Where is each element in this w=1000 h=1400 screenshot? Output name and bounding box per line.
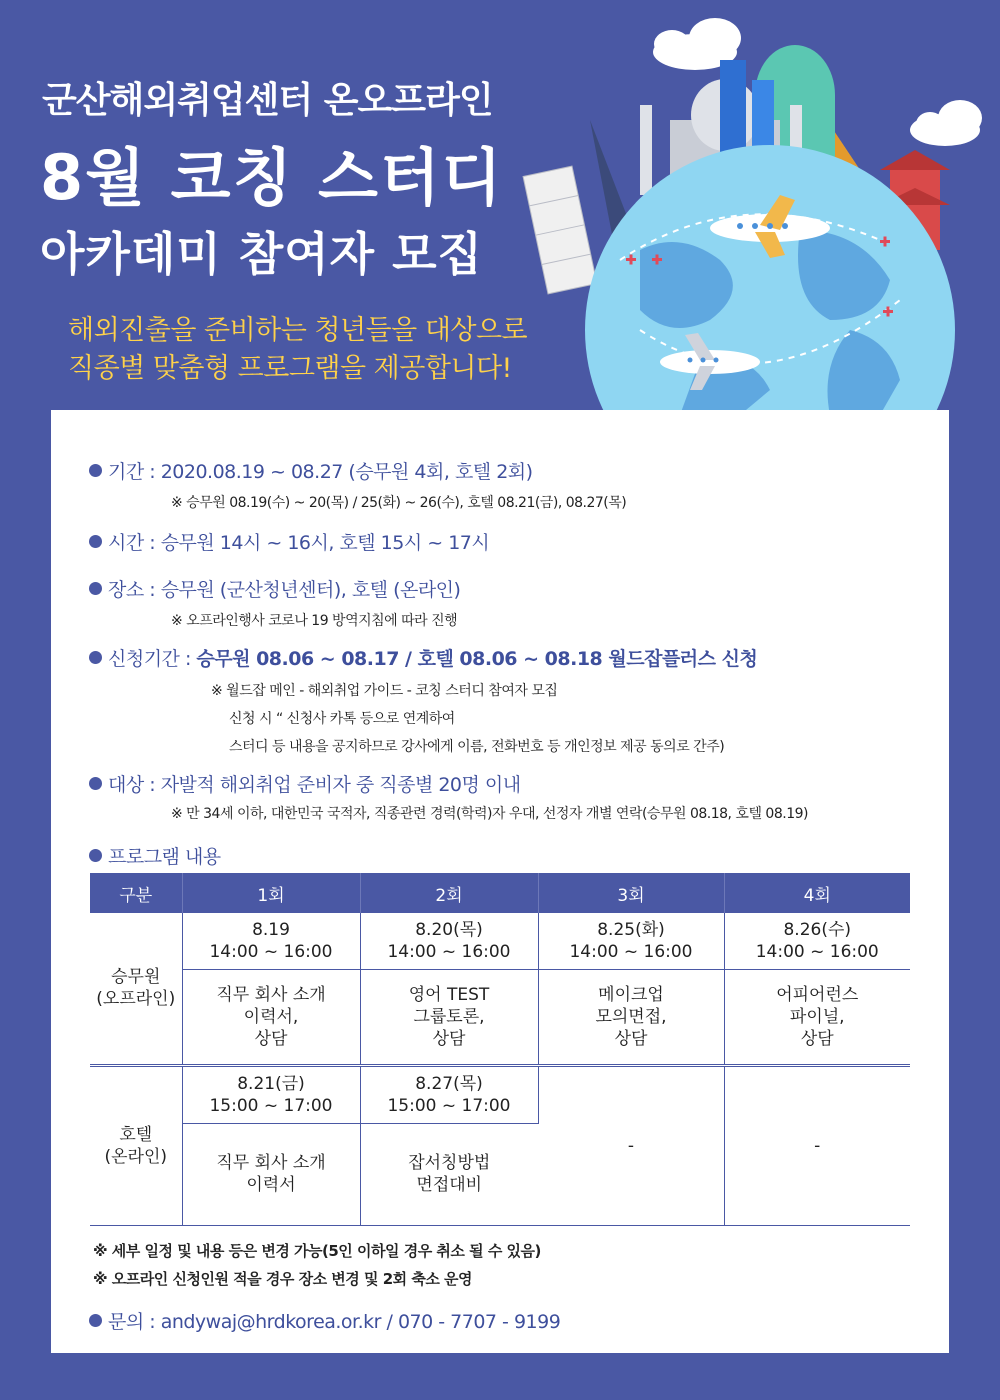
table-header-cell: 3회 — [538, 873, 724, 913]
bullet-icon — [89, 777, 102, 790]
hotel-date-2: 8.27(목) 15:00 ~ 17:00 — [360, 1065, 538, 1123]
crew-content-3: 메이크업 모의면접, 상담 — [538, 969, 724, 1065]
apply-note1: ※ 월드잡 메인 - 해외취업 가이드 - 코칭 스터디 참여자 모집 — [211, 683, 558, 699]
target-note: ※ 만 34세 이하, 대한민국 국적자, 직종관련 경력(학력)자 우대, 선정자 개별 연락(승무원 08.18, 호텔 08.19) — [171, 806, 808, 822]
crew-category: 승무원 (오프라인) — [90, 913, 182, 1065]
period-label: 기간 : 2020.08.19 ~ 08.27 (승무원 4회, 호텔 2회) — [108, 461, 533, 483]
bullet-icon — [89, 582, 102, 595]
contact-row — [89, 1307, 560, 1334]
table-header-cell: 4회 — [724, 873, 910, 913]
footer-note2: ※ 오프라인 신청인원 적을 경우 장소 변경 및 2회 축소 운영 — [93, 1270, 473, 1288]
program-label: 프로그램 내용 — [108, 846, 221, 868]
table-header-cell: 구분 — [90, 873, 182, 913]
globe-illustration — [500, 0, 1000, 415]
title-line2: 8월 코칭 스터디 — [40, 141, 504, 214]
program-row — [89, 842, 221, 869]
table-row — [90, 1065, 910, 1123]
place-row — [89, 575, 460, 602]
hotel-empty-3: - — [538, 1065, 724, 1225]
title-line3: 아카데미 참여자 모집 — [40, 227, 483, 281]
crew-content-4: 어피어런스 파이널, 상담 — [724, 969, 910, 1065]
bullet-icon — [89, 535, 102, 548]
hotel-category: 호텔 (온라인) — [90, 1065, 182, 1225]
title-line1: 군산해외취업센터 온오프라인 — [42, 80, 493, 121]
place-label: 장소 : 승무원 (군산청년센터), 호텔 (온라인) — [108, 579, 461, 601]
apply-note2: 신청 시 “ 신청사 카톡 등으로 연계하여 — [229, 711, 455, 727]
apply-row — [89, 644, 757, 671]
hotel-date-1: 8.21(금) 15:00 ~ 17:00 — [182, 1065, 360, 1123]
bullet-icon — [89, 849, 102, 862]
crew-content-1: 직무 회사 소개 이력서, 상담 — [182, 969, 360, 1065]
apply-value: 승무원 08.06 ~ 08.17 / 호텔 08.06 ~ 08.18 월드잡플러스 신청 — [196, 648, 758, 670]
table-row — [90, 969, 910, 1065]
crew-date-4: 8.26(수) 14:00 ~ 16:00 — [724, 913, 910, 969]
crew-content-2: 영어 TEST 그룹토론, 상담 — [360, 969, 538, 1065]
apply-prefix: 신청기간 : — [108, 648, 197, 670]
table-header-cell: 2회 — [360, 873, 538, 913]
hotel-content-2: 잡서칭방법 면접대비 — [360, 1123, 538, 1225]
crew-date-3: 8.25(화) 14:00 ~ 16:00 — [538, 913, 724, 969]
table-header-cell: 1회 — [182, 873, 360, 913]
footer-note1: ※ 세부 일정 및 내용 등은 변경 가능(5인 이하일 경우 취소 될 수 있음) — [93, 1242, 541, 1260]
period-row — [89, 457, 533, 484]
bullet-icon — [89, 651, 102, 664]
program-table — [90, 873, 910, 1226]
apply-note3: 스터디 등 내용을 공지하므로 강사에게 이름, 전화번호 등 개인정보 제공 동의로 간주) — [229, 739, 725, 755]
target-row — [89, 770, 521, 797]
place-note: ※ 오프라인행사 코로나 19 방역지침에 따라 진행 — [171, 613, 458, 629]
target-label: 대상 : 자발적 해외취업 준비자 중 직종별 20명 이내 — [108, 774, 521, 796]
bullet-icon — [89, 1314, 102, 1327]
crew-date-2: 8.20(목) 14:00 ~ 16:00 — [360, 913, 538, 969]
subtitle-line2: 직종별 맞춤형 프로그램을 제공합니다! — [68, 353, 512, 384]
info-card — [51, 410, 949, 1353]
time-label: 시간 : 승무원 14시 ~ 16시, 호텔 15시 ~ 17시 — [108, 532, 490, 554]
subtitle-line1: 해외진출을 준비하는 청년들을 대상으로 — [68, 315, 528, 346]
header — [0, 0, 1000, 415]
period-note: ※ 승무원 08.19(수) ~ 20(목) / 25(화) ~ 26(수), 호텔 08.21(금), 08.27(목) — [171, 495, 627, 511]
table-row — [90, 913, 910, 969]
hotel-content-1: 직무 회사 소개 이력서 — [182, 1123, 360, 1225]
table-header-row — [90, 873, 910, 913]
time-row — [89, 528, 489, 555]
contact-label: 문의 : andywaj@hrdkorea.or.kr / 070 - 7707 - 9199 — [108, 1311, 561, 1333]
bullet-icon — [89, 464, 102, 477]
hotel-empty-4: - — [724, 1065, 910, 1225]
crew-date-1: 8.19 14:00 ~ 16:00 — [182, 913, 360, 969]
